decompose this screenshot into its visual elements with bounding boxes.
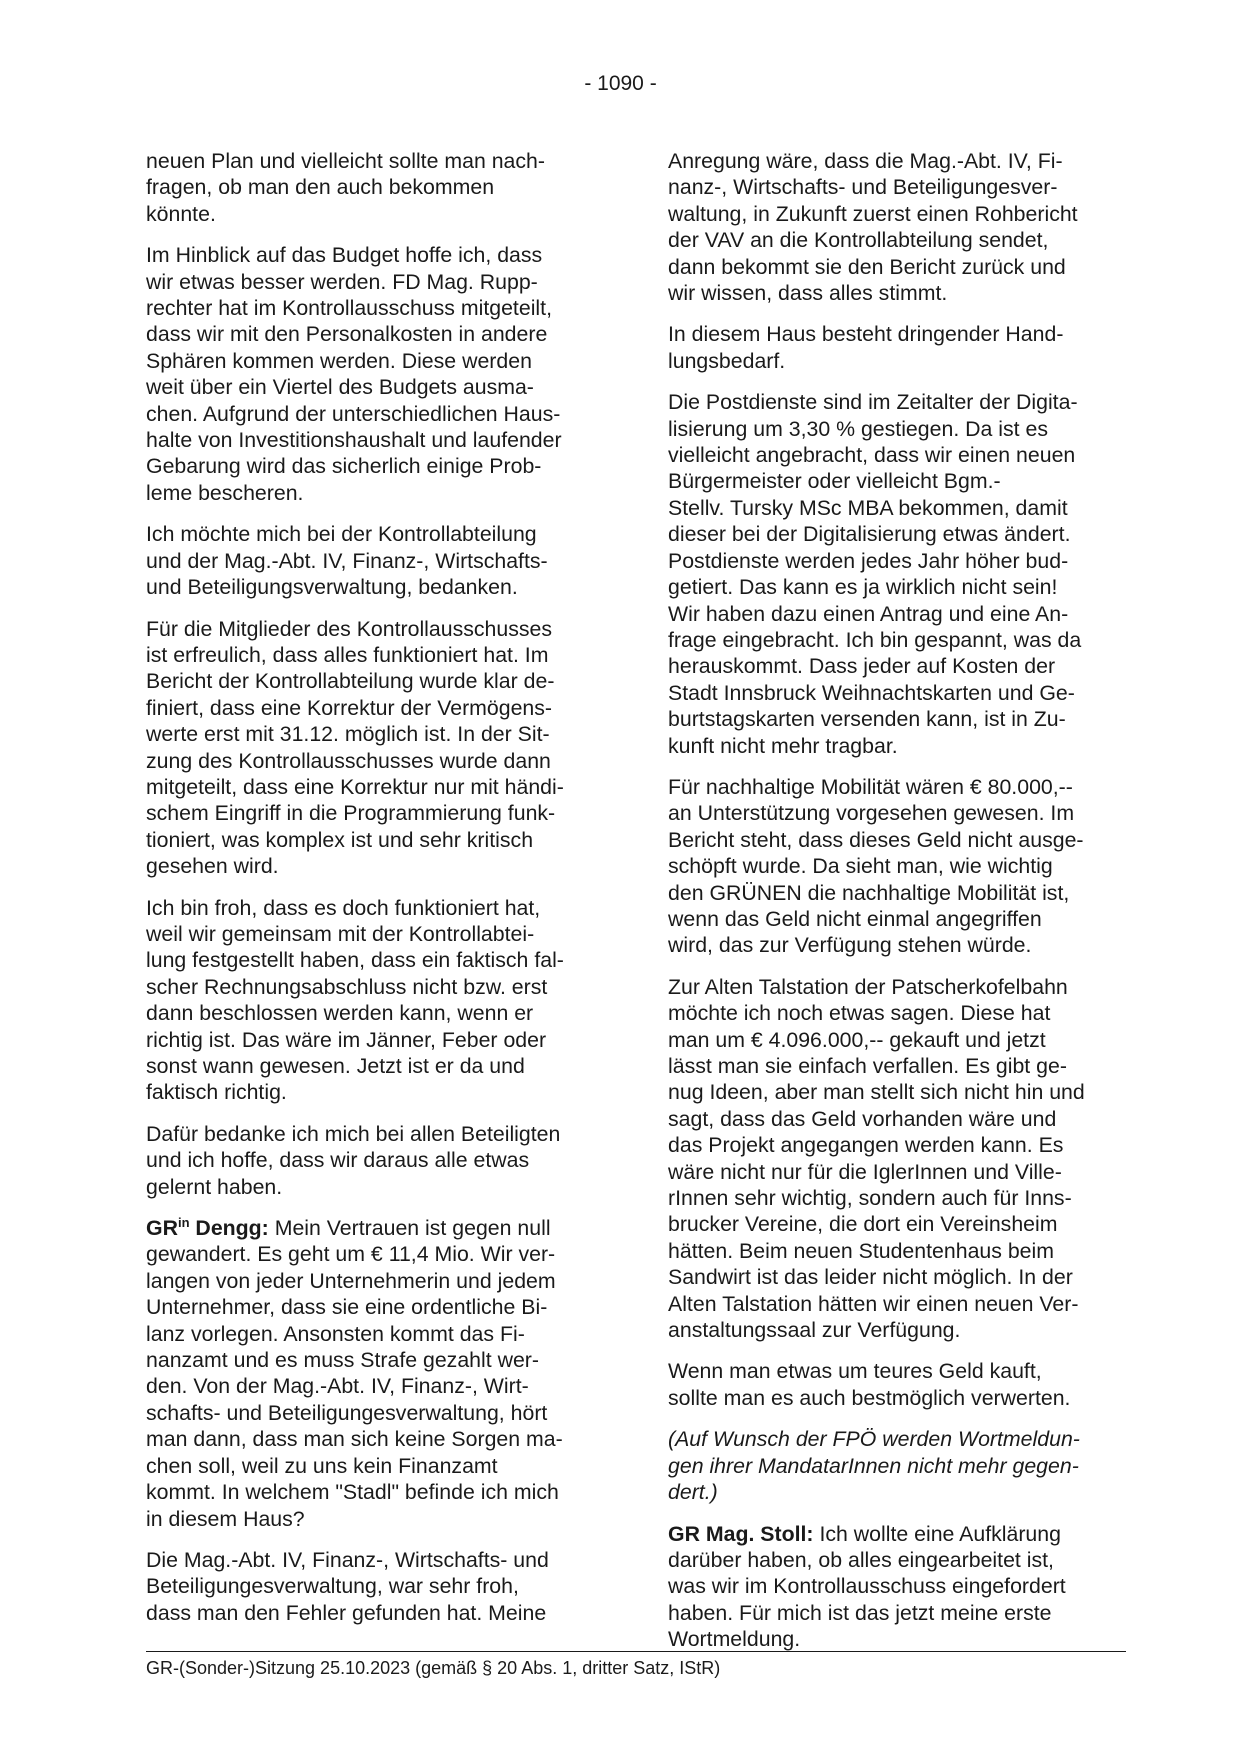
- text-run: darüber haben, ob alles eingearbeitet ist,: [668, 1547, 1054, 1572]
- remark-text: gen ihrer MandatarInnen nicht mehr gegen-: [668, 1453, 1079, 1478]
- text-run: an Unterstützung vorgesehen gewesen. Im: [668, 801, 1075, 826]
- text-run: nanzamt und es muss Strafe gezahlt wer-: [146, 1348, 539, 1373]
- text-run: man dann, dass man sich keine Sorgen ma-: [146, 1427, 563, 1452]
- text-run: Stellv. Tursky MSc MBA bekommen, damit: [668, 495, 1068, 520]
- text-run: dass wir mit den Personalkosten in andere: [146, 322, 548, 347]
- text-line: [668, 1132, 1126, 1158]
- text-line: [668, 653, 1126, 679]
- text-run: Wortmeldung.: [668, 1627, 801, 1652]
- text-line: [668, 521, 1126, 547]
- text-run: Mein Vertrauen ist gegen null: [268, 1216, 551, 1241]
- text-line: [668, 1079, 1126, 1105]
- text-line: [146, 668, 616, 694]
- text-run: Für die Mitglieder des Kontrollausschusses: [146, 616, 553, 641]
- speaker-name: GR: [146, 1216, 178, 1241]
- text-run: vielleicht angebracht, dass wir einen neuen: [668, 443, 1076, 468]
- text-run: wäre nicht nur für die IglerInnen und Ville-: [668, 1159, 1062, 1184]
- text-line: [146, 1373, 616, 1399]
- text-line: [146, 642, 616, 668]
- text-run: und der Mag.-Abt. IV, Finanz-, Wirtschafts-: [146, 548, 548, 573]
- text-line: [146, 974, 616, 1000]
- text-run: Im Hinblick auf das Budget hoffe ich, dass: [146, 243, 543, 268]
- text-line: [668, 348, 1126, 374]
- text-line: [668, 1264, 1126, 1290]
- text-run: wird, das zur Verfügung stehen würde.: [668, 933, 1032, 958]
- text-run: Dafür bedanke ich mich bei allen Beteiligten: [146, 1121, 561, 1146]
- text-run: Die Mag.-Abt. IV, Finanz-, Wirtschafts- und: [146, 1547, 549, 1572]
- left-column-paragraph: [146, 895, 616, 1106]
- text-run: dass man den Fehler gefunden hat. Meine: [146, 1600, 547, 1625]
- text-line: [668, 174, 1126, 200]
- text-line: [146, 1241, 616, 1267]
- text-run: Für nachhaltige Mobilität wären € 80.000,--: [668, 774, 1073, 799]
- remark-text: dert.): [668, 1480, 718, 1505]
- text-run: herauskommt. Dass jeder auf Kosten der: [668, 654, 1056, 679]
- text-line: [668, 201, 1126, 227]
- text-run: Bürgermeister oder vielleicht Bgm.-: [668, 469, 1001, 494]
- speaker-name: GR Mag. Stoll:: [668, 1521, 814, 1546]
- text-line: [146, 521, 616, 547]
- text-line: [146, 548, 616, 574]
- text-line: [668, 1159, 1126, 1185]
- text-run: lanz vorlegen. Ansonsten kommt das Fi-: [146, 1321, 525, 1346]
- text-run: den GRÜNEN die nachhaltige Mobilität ist,: [668, 880, 1070, 905]
- left-column-paragraph: [146, 1121, 616, 1200]
- text-line: [668, 1547, 1126, 1573]
- text-line: [668, 1027, 1126, 1053]
- text-line: [146, 616, 616, 642]
- text-run: gewandert. Es geht um € 11,4 Mio. Wir ver-: [146, 1242, 556, 1267]
- text-run: Gebarung wird das sicherlich einige Prob-: [146, 454, 542, 479]
- text-line: [668, 1600, 1126, 1626]
- text-line: [146, 1547, 616, 1573]
- text-line: [146, 895, 616, 921]
- text-line: [668, 1426, 1126, 1452]
- text-line: [668, 574, 1126, 600]
- text-run: könnte.: [146, 201, 216, 226]
- text-run: In diesem Haus besteht dringender Hand-: [668, 322, 1064, 347]
- text-run: zung des Kontrollausschusses wurde dann: [146, 748, 551, 773]
- text-run: neuen Plan und vielleicht sollte man nach-: [146, 149, 545, 173]
- text-run: wenn das Geld nicht einmal angegriffen: [668, 906, 1042, 931]
- text-run: hätten. Beim neuen Studentenhaus beim: [668, 1238, 1054, 1263]
- text-line: [146, 1079, 616, 1105]
- text-run: rechter hat im Kontrollausschuss mitgeteilt,: [146, 296, 552, 321]
- text-run: schem Eingriff in die Programmierung funk-: [146, 801, 556, 826]
- text-line: [668, 1000, 1126, 1026]
- text-run: Ich möchte mich bei der Kontrollabteilung: [146, 522, 537, 547]
- right-column-paragraph: [668, 1521, 1126, 1653]
- text-line: [146, 1121, 616, 1147]
- text-line: [668, 733, 1126, 759]
- text-line: [146, 1215, 616, 1241]
- text-run: frage eingebracht. Ich bin gespannt, was da: [668, 627, 1082, 652]
- text-run: dieser bei der Digitalisierung etwas ändert.: [668, 522, 1071, 547]
- text-run: wir etwas besser werden. FD Mag. Rupp-: [146, 269, 538, 294]
- text-line: [146, 321, 616, 347]
- text-line: [668, 1626, 1126, 1652]
- text-run: man um € 4.096.000,-- gekauft und jetzt: [668, 1027, 1046, 1052]
- text-run: chen soll, weil zu uns kein Finanzamt: [146, 1453, 498, 1478]
- text-line: [668, 1211, 1126, 1237]
- text-line: [146, 721, 616, 747]
- left-column: [146, 148, 616, 1626]
- text-run: halte von Investitionshaushalt und laufender: [146, 428, 562, 453]
- text-run: weit über ein Viertel des Budgets ausma-: [146, 375, 534, 400]
- text-run: gesehen wird.: [146, 854, 279, 879]
- text-run: Bericht steht, dass dieses Geld nicht ausge-: [668, 827, 1084, 852]
- text-run: den. Von der Mag.-Abt. IV, Finanz-, Wirt-: [146, 1374, 529, 1399]
- text-run: getiert. Das kann es ja wirklich nicht sein!: [668, 575, 1058, 600]
- text-run: Anregung wäre, dass die Mag.-Abt. IV, Fi-: [668, 149, 1063, 173]
- footer-divider: [146, 1651, 1126, 1652]
- text-run: Sphären kommen werden. Diese werden: [146, 348, 532, 373]
- right-column-paragraph: [668, 1358, 1126, 1411]
- right-column-paragraph: [668, 389, 1126, 759]
- remark-text: (Auf Wunsch der FPÖ werden Wortmeldun-: [668, 1427, 1080, 1452]
- text-run: in diesem Haus?: [146, 1506, 305, 1531]
- text-line: [668, 1453, 1126, 1479]
- text-run: lungsbedarf.: [668, 348, 786, 373]
- left-column-paragraph: [146, 1547, 616, 1626]
- right-column-paragraph: [668, 974, 1126, 1344]
- text-run: Ich bin froh, dass es doch funktioniert hat,: [146, 895, 541, 920]
- text-run: Sandwirt ist das leider nicht möglich. In der: [668, 1265, 1073, 1290]
- text-line: [668, 548, 1126, 574]
- text-run: Bericht der Kontrollabteilung wurde klar de-: [146, 669, 555, 694]
- text-line: [146, 148, 616, 174]
- text-line: [146, 748, 616, 774]
- text-line: [146, 1453, 616, 1479]
- text-line: [668, 601, 1126, 627]
- text-run: wir wissen, dass alles stimmt.: [668, 281, 948, 306]
- right-column: [668, 148, 1126, 1653]
- text-line: [668, 227, 1126, 253]
- text-run: Stadt Innsbruck Weihnachtskarten und Ge-: [668, 680, 1075, 705]
- text-line: [146, 1268, 616, 1294]
- text-run: finiert, dass eine Korrektur der Vermögens-: [146, 695, 553, 720]
- speaker-name: Dengg:: [189, 1216, 269, 1241]
- text-run: burtstagskarten versenden kann, ist in Zu-: [668, 707, 1066, 732]
- text-run: sonst wann gewesen. Jetzt ist er da und: [146, 1054, 525, 1078]
- text-line: [668, 1521, 1126, 1547]
- text-run: Ich wollte eine Aufklärung: [813, 1521, 1061, 1546]
- text-line: [668, 1291, 1126, 1317]
- text-line: [146, 1506, 616, 1532]
- text-run: lisierung um 3,30 % gestiegen. Da ist es: [668, 416, 1048, 441]
- text-line: [146, 921, 616, 947]
- text-line: [146, 1174, 616, 1200]
- text-line: [146, 1000, 616, 1026]
- text-line: [668, 932, 1126, 958]
- text-line: [668, 827, 1126, 853]
- text-run: der VAV an die Kontrollabteilung sendet,: [668, 228, 1049, 253]
- text-run: Postdienste werden jedes Jahr höher bud-: [668, 548, 1069, 573]
- text-line: [146, 401, 616, 427]
- speaker-title-superscript: in: [177, 1215, 190, 1231]
- left-column-paragraph: [146, 242, 616, 506]
- text-line: [668, 1238, 1126, 1264]
- text-run: sagt, dass das Geld vorhanden wäre und: [668, 1106, 1057, 1131]
- text-line: [668, 389, 1126, 415]
- page-number: - 1090 -: [584, 72, 657, 95]
- text-line: [668, 853, 1126, 879]
- text-run: und Beteiligungsverwaltung, bedanken.: [146, 575, 518, 600]
- text-run: nanz-, Wirtschafts- und Beteiligungesver-: [668, 175, 1058, 200]
- text-line: [146, 853, 616, 879]
- text-line: [146, 774, 616, 800]
- text-line: [668, 495, 1126, 521]
- text-run: waltung, in Zukunft zuerst einen Rohbericht: [668, 201, 1078, 226]
- left-column-paragraph: [146, 616, 616, 880]
- text-line: [146, 1347, 616, 1373]
- text-run: lung festgestellt haben, dass ein faktisch fal-: [146, 948, 564, 973]
- text-line: [146, 1321, 616, 1347]
- text-run: dann beschlossen werden kann, wenn er: [146, 1001, 534, 1026]
- text-run: weil wir gemeinsam mit der Kontrollabtei-: [146, 921, 535, 946]
- text-line: [668, 416, 1126, 442]
- text-run: gelernt haben.: [146, 1174, 283, 1199]
- text-run: faktisch richtig.: [146, 1080, 287, 1105]
- text-line: [146, 1573, 616, 1599]
- text-run: nug Ideen, aber man stellt sich nicht hin und: [668, 1080, 1085, 1105]
- text-line: [668, 1317, 1126, 1343]
- text-line: [146, 201, 616, 227]
- text-run: mitgeteilt, dass eine Korrektur nur mit händi-: [146, 774, 564, 799]
- text-line: [146, 1426, 616, 1452]
- text-line: [146, 480, 616, 506]
- text-line: [146, 1027, 616, 1053]
- text-line: [668, 974, 1126, 1000]
- text-run: Die Postdienste sind im Zeitalter der Digita-: [668, 390, 1078, 415]
- text-line: [668, 800, 1126, 826]
- text-line: [146, 427, 616, 453]
- text-line: [146, 800, 616, 826]
- text-run: dann bekommt sie den Bericht zurück und: [668, 254, 1066, 279]
- text-run: Beteiligungesverwaltung, war sehr froh,: [146, 1574, 519, 1599]
- text-line: [146, 1479, 616, 1505]
- text-run: Unternehmer, dass sie eine ordentliche Bi-: [146, 1295, 548, 1320]
- left-column-paragraph: [146, 148, 616, 227]
- text-run: was wir im Kontrollausschuss eingefordert: [668, 1574, 1066, 1599]
- text-line: [668, 1185, 1126, 1211]
- text-line: [668, 148, 1126, 174]
- text-line: [668, 774, 1126, 800]
- text-line: [146, 242, 616, 268]
- text-run: Wir haben dazu einen Antrag und eine An-: [668, 601, 1069, 626]
- text-line: [668, 1573, 1126, 1599]
- text-line: [146, 374, 616, 400]
- text-line: [668, 468, 1126, 494]
- text-line: [668, 1385, 1126, 1411]
- text-line: [146, 1600, 616, 1626]
- text-run: das Projekt angegangen werden kann. Es: [668, 1133, 1064, 1158]
- text-line: [146, 1294, 616, 1320]
- text-line: [146, 947, 616, 973]
- right-column-paragraph: [668, 148, 1126, 306]
- text-run: leme bescheren.: [146, 480, 304, 505]
- text-run: sollte man es auch bestmöglich verwerten.: [668, 1385, 1071, 1410]
- text-line: [668, 906, 1126, 932]
- text-line: [668, 1106, 1126, 1132]
- text-run: kunft nicht mehr tragbar.: [668, 733, 898, 758]
- text-line: [146, 574, 616, 600]
- text-run: lässt man sie einfach verfallen. Es gibt ge-: [668, 1054, 1067, 1078]
- text-run: Zur Alten Talstation der Patscherkofelbahn: [668, 974, 1068, 999]
- left-column-paragraph: [146, 521, 616, 600]
- text-line: [668, 1479, 1126, 1505]
- text-line: [668, 627, 1126, 653]
- text-line: [146, 1400, 616, 1426]
- footer-text: GR-(Sonder-)Sitzung 25.10.2023 (gemäß § 20 Abs. 1, dritter Satz, IStR): [146, 1658, 721, 1678]
- left-column-paragraph: [146, 1215, 616, 1532]
- text-run: chen. Aufgrund der unterschiedlichen Haus-: [146, 401, 561, 426]
- text-run: brucker Vereine, die dort ein Vereinsheim: [668, 1212, 1058, 1237]
- text-line: [146, 453, 616, 479]
- text-run: fragen, ob man den auch bekommen: [146, 175, 495, 200]
- text-run: tioniert, was komplex ist und sehr kritisch: [146, 827, 534, 852]
- text-run: werte erst mit 31.12. möglich ist. In der Sit-: [146, 722, 550, 747]
- text-run: kommt. In welchem "Stadl" befinde ich mich: [146, 1480, 559, 1505]
- text-run: Alten Talstation hätten wir einen neuen Ver-: [668, 1291, 1079, 1316]
- text-run: Wenn man etwas um teures Geld kauft,: [668, 1359, 1042, 1384]
- text-run: möchte ich noch etwas sagen. Diese hat: [668, 1001, 1051, 1026]
- right-column-paragraph: [668, 321, 1126, 374]
- text-line: [668, 706, 1126, 732]
- right-column-paragraph: [668, 1426, 1126, 1505]
- text-line: [146, 295, 616, 321]
- text-run: ist erfreulich, dass alles funktioniert hat. Im: [146, 642, 549, 667]
- right-column-paragraph: [668, 774, 1126, 959]
- text-run: langen von jeder Unternehmerin und jedem: [146, 1268, 556, 1293]
- text-line: [146, 695, 616, 721]
- text-line: [668, 880, 1126, 906]
- text-line: [668, 1358, 1126, 1384]
- text-run: schafts- und Beteiligungesverwaltung, hört: [146, 1400, 548, 1425]
- text-run: haben. Für mich ist das jetzt meine erste: [668, 1600, 1052, 1625]
- text-run: schöpft wurde. Da sieht man, wie wichtig: [668, 854, 1053, 879]
- text-line: [146, 1147, 616, 1173]
- text-line: [668, 321, 1126, 347]
- text-line: [668, 680, 1126, 706]
- text-line: [146, 174, 616, 200]
- text-line: [146, 827, 616, 853]
- text-run: scher Rechnungsabschluss nicht bzw. erst: [146, 974, 548, 999]
- text-line: [668, 1053, 1126, 1079]
- text-line: [668, 442, 1126, 468]
- text-line: [146, 348, 616, 374]
- text-line: [668, 254, 1126, 280]
- text-run: richtig ist. Das wäre im Jänner, Feber oder: [146, 1027, 547, 1052]
- text-run: rInnen sehr wichtig, sondern auch für Inns-: [668, 1186, 1072, 1211]
- text-run: und ich hoffe, dass wir daraus alle etwas: [146, 1148, 530, 1173]
- text-run: anstaltungssaal zur Verfügung.: [668, 1318, 961, 1343]
- text-line: [668, 280, 1126, 306]
- text-line: [146, 269, 616, 295]
- text-line: [146, 1053, 616, 1079]
